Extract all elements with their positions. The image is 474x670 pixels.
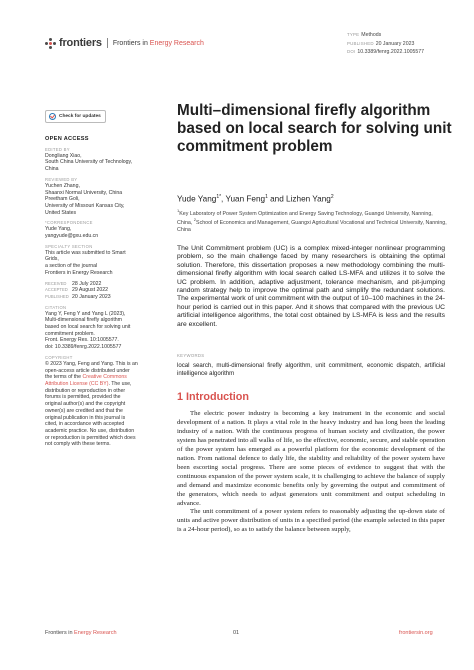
frontiers-logo-text[interactable]: frontiers bbox=[59, 37, 102, 49]
check-updates-icon bbox=[49, 113, 56, 120]
abstract: The Unit Commitment problem (UC) is a complex mixed-integer nonlinear programming problem, so the main challenge faced by many researchers is obtaining the optimal solution. Therefore, this dissertation proposes a new methodology combining the multi-dimensional firefly algorithm with local search called LS-MFA and utilizes it to solve the UC problem. In addition, adaptive adjustment, tolerance mechanism, and pit-jumping random strategy help to improve the optimal path and simplify the redundant solutions. The experimental work of unit commitment with the output of 10–100 machines in the 24-hour period is carried out in this paper. And it shows that compared with the previous UC artificial intelligence algorithms, the total cost obtained by LS-MFA is less and the results are excellent. bbox=[177, 245, 445, 328]
sidebar-published-date: 20 January 2023 bbox=[72, 293, 111, 300]
author-list: Yude Yang$^{1*}$, Yuan Feng$^1$ and Lizhen Yang$^2$ bbox=[177, 194, 334, 204]
correspondence-block: *CORRESPONDENCE Yude Yang, yangyude@gxu.edu.cn bbox=[45, 220, 157, 239]
frontiers-logo-icon bbox=[45, 38, 56, 49]
published-date: 20 January 2023 bbox=[375, 40, 415, 47]
doi-link[interactable]: 10.3389/fenrg.2022.1005577 bbox=[357, 49, 425, 55]
footer-journal[interactable]: Frontiers in Energy Research bbox=[45, 630, 117, 636]
copyright-block: COPYRIGHT © 2023 Yang, Feng and Yang. This is an open-access article distributed under the terms of the Creative Commons Attribution License (CC BY). The use, distribution or reproduction in other forums is permitted, provided the original author(s) and the copyright owner(s) are credited and that the original publication in this journal is cited, in accordance with accepted academic practice. No use, distribution or reproduction is permitted which does not comply with these terms. bbox=[45, 354, 138, 448]
accepted-date: 29 August 2022 bbox=[72, 287, 109, 294]
affiliations: $^1$Key Laboratory of Power System Optimization and Energy Saving Technology, Guangxi University, Nanning, China, $^2$School of Economics and Management, Guangxi Agricultural Vocational and Technical University, Nanning, China bbox=[177, 208, 447, 233]
cc-license-link[interactable]: Creative Commons bbox=[82, 374, 127, 381]
check-for-updates-button[interactable]: Check for updates bbox=[45, 110, 106, 123]
body-text bbox=[177, 410, 445, 535]
dates-block: RECEIVED 28 July 2022 ACCEPTED 29 August 2022 PUBLISHED 20 January 2023 bbox=[45, 280, 111, 300]
author-link[interactable]: Yude Yang bbox=[177, 194, 217, 204]
article-type: Methods bbox=[361, 32, 382, 38]
edited-by-block: EDITED BY Dongliang Xiao, South China University of Technology, China bbox=[45, 146, 133, 173]
footer-site-link[interactable]: frontiersin.org bbox=[399, 630, 433, 636]
received-date: 28 July 2022 bbox=[72, 280, 102, 287]
paragraph: The electric power industry is becoming a key instrument in the economic and social development of a nation. It plays a vital role in the heavy industry and has long been the leading industry of a nation. With the continuous progress of human society and civilization, the power system has penetrated into all walks of life, so the effective, economic, secure, and stable operation of the power system has emerged as a powerful platform for the economic development of the nation. From national defence to daily life, the stability and reliability of the power system have been escorting social progress. There are some pieces of evidence to suggest that with the continuous expansion of the power system scale, it is challenging to achieve the balance of supply and demand and maximize economic benefits only by governing the output and commitment of the generators, which needs to adjust generators unit commitment and output scheduling in advance. bbox=[177, 410, 445, 507]
keywords: local search, multi-dimensional firefly algorithm, unit commitment, economic dispatch, artificial intelligence algorithm bbox=[177, 362, 445, 377]
specialty-section-block: SPECIALTY SECTION This article was submitted to Smart Grids, a section of the journal Frontiers in Energy Research bbox=[45, 243, 126, 276]
article-title: Multi–dimensional firefly algorithm based on local search for solving unit commitment problem bbox=[177, 102, 452, 155]
section-heading: 1 Introduction bbox=[177, 391, 249, 403]
correspondence-email[interactable]: yangyude@gxu.edu.cn bbox=[45, 233, 99, 240]
journal-header bbox=[45, 37, 204, 49]
author-link[interactable]: and Lizhen Yang bbox=[267, 194, 331, 204]
article-meta: TYPE Methods PUBLISHED 20 January 2023 DOI 10.3389/fenrg.2022.1005577 bbox=[347, 32, 425, 55]
open-access-label: OPEN ACCESS bbox=[45, 136, 89, 142]
reviewed-by-block: REVIEWED BY Yuchen Zhang, Shaanxi Normal University, China Preetham Goli, University of Missouri Kansas City, United States bbox=[45, 176, 125, 216]
citation-block: CITATION Yang Y, Feng Y and Yang L (2023), Multi-dimensional firefly algorithm based on local search for solving unit commitment problem. Front. Energy Res. 10:1005577. doi: 10.3389/fenrg.2022.1005577 bbox=[45, 304, 131, 351]
page-number: 01 bbox=[233, 630, 240, 636]
author-link[interactable]: , Yuan Feng bbox=[221, 194, 266, 204]
cc-by-link[interactable]: Attribution License (CC BY) bbox=[45, 380, 109, 387]
header-divider bbox=[107, 38, 108, 48]
journal-name[interactable]: Frontiers in Energy Research bbox=[112, 39, 204, 47]
keywords-label: KEYWORDS bbox=[177, 353, 205, 358]
paragraph: The unit commitment of a power system refers to reasonably adjusting the up-down state of units and active power distribution of units in a specified period (the example selected in this paper is a 24-hour period), so as to satisfy the balance between supply, bbox=[177, 508, 445, 534]
sidebar-metadata bbox=[45, 136, 157, 452]
